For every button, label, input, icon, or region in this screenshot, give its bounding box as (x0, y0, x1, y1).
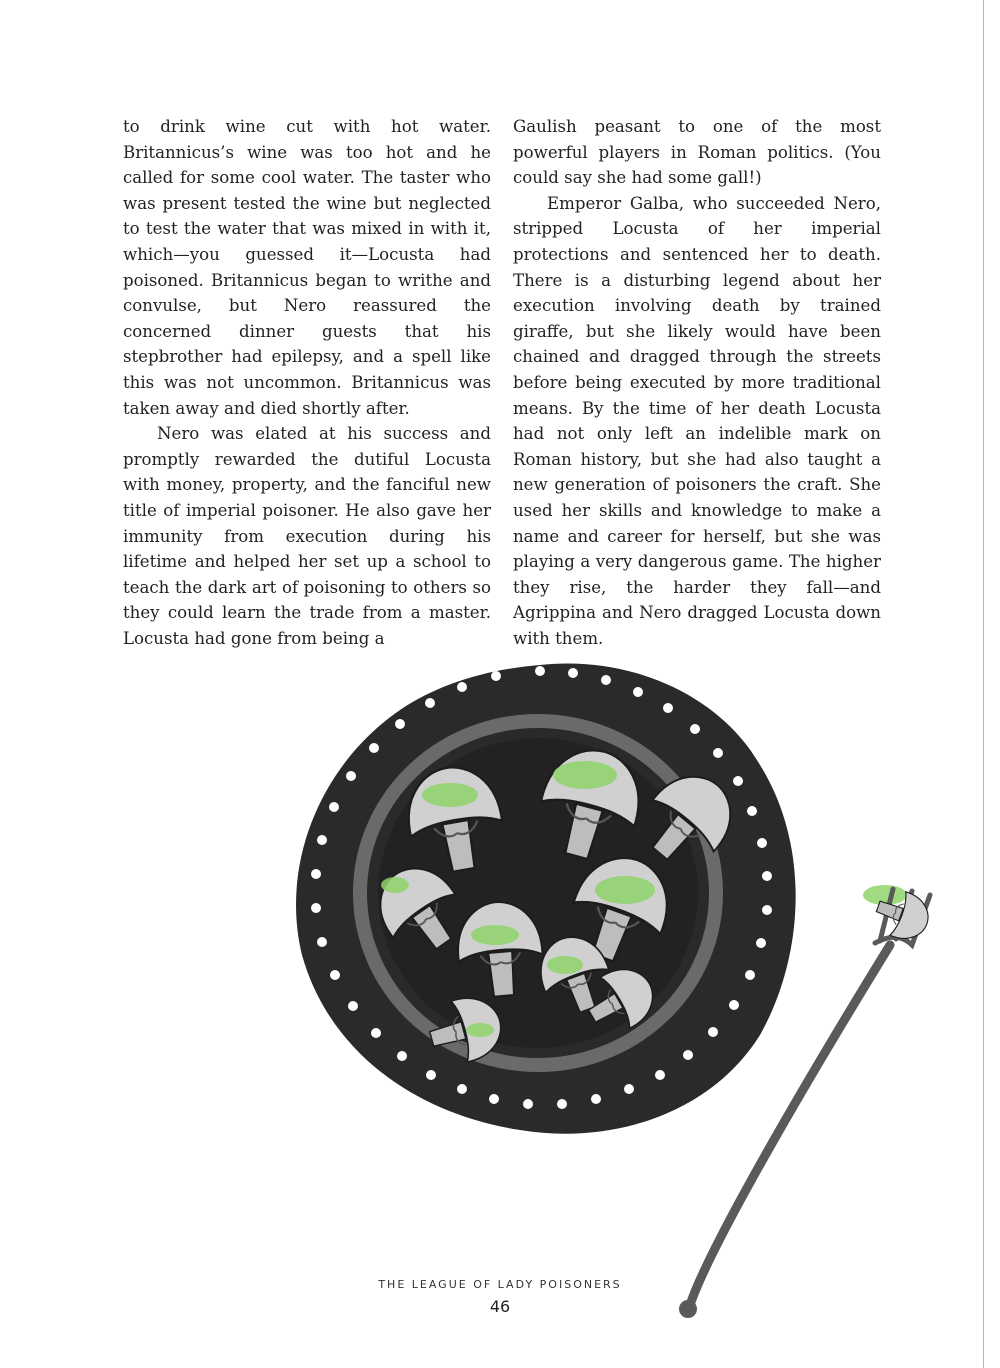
left-text-column (123, 114, 491, 651)
running-footer-book-title: THE LEAGUE OF LADY POISONERS (378, 1278, 622, 1291)
mushroom-plate-illustration (290, 645, 990, 1330)
paragraph: to drink wine cut with hot water. Britannicus’s wine was too hot and he called for some cool water. The taster who was present tested the wine but neglected to test the water that was mixed in with it, which—you guessed it—Locusta had poisoned. Britannicus began to writhe and convulse, but Nero reassured the concerned dinner guests that his stepbrother had epilepsy, and a spell like this was not uncommon. Britannicus was taken away and died shortly after. (123, 117, 491, 418)
page-number: 46 (489, 1297, 511, 1316)
plate (296, 663, 796, 1133)
paragraph: Gaulish peasant to one of the most powerful players in Roman politics. (You could say she had some gall!) (513, 117, 881, 188)
right-text-column (513, 114, 881, 651)
paragraph: Emperor Galba, who succeeded Nero, stripped Locusta of her imperial protections and sentenced her to death. There is a disturbing legend about her execution involving death by trained giraffe, but she likely would have been chained and dragged through the streets before being executed by more traditional means. By the time of her death Locusta had not only left an indelible mark on Roman history, but she had also taught a new generation of poisoners the craft. She used her skills and knowledge to make a name and career for herself, but she was playing a very dangerous game. The higher they rise, the harder they fall—and Agrippina and Nero dragged Locusta down with them. (513, 193, 881, 648)
paragraph: Nero was elated at his success and promptly rewarded the dutiful Locusta with money, property, and the fanciful new title of imperial poisoner. He also gave her immunity from execution during his lifetime and helped her set up a school to teach the dark art of poisoning to others so they could learn the trade from a master. Locusta had gone from being a (123, 424, 491, 648)
